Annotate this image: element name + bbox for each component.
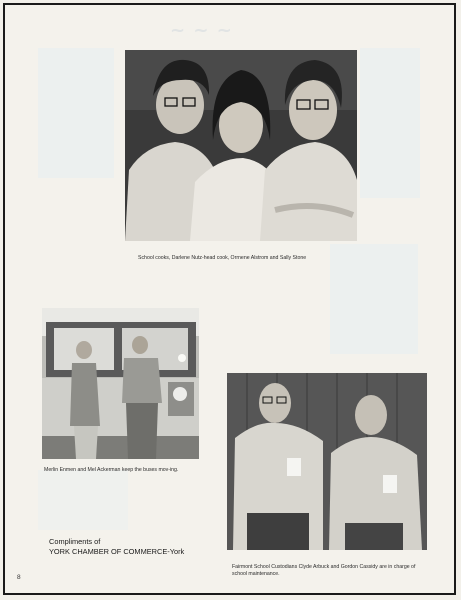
compliments-notice <box>49 537 184 556</box>
page-number: 8 <box>17 574 21 581</box>
show-through-block <box>360 48 420 198</box>
caption-custodians: Fairmont School Custodians Clyde Arbuck and Gordon Cassidy are in charge of school maintenance. <box>232 564 416 577</box>
compliments-line-2: YORK CHAMBER OF COMMERCE-York <box>49 546 185 556</box>
show-through-block <box>38 48 114 178</box>
show-through-title: ~ ~ ~ <box>170 20 233 41</box>
photo-school-cooks <box>125 50 357 241</box>
photo-bus-drivers <box>42 308 199 459</box>
show-through-block <box>38 470 128 530</box>
photo-custodians <box>227 373 427 550</box>
caption-bus: Merlin Enmen and Mel Ackerman keep the buses mov-ing. <box>44 467 179 473</box>
caption-cooks: School cooks, Darlene Nutz-head cook, Orrnene Alstrom and Sally Stone <box>138 255 307 261</box>
compliments-line-1: Compliments of <box>49 537 101 546</box>
